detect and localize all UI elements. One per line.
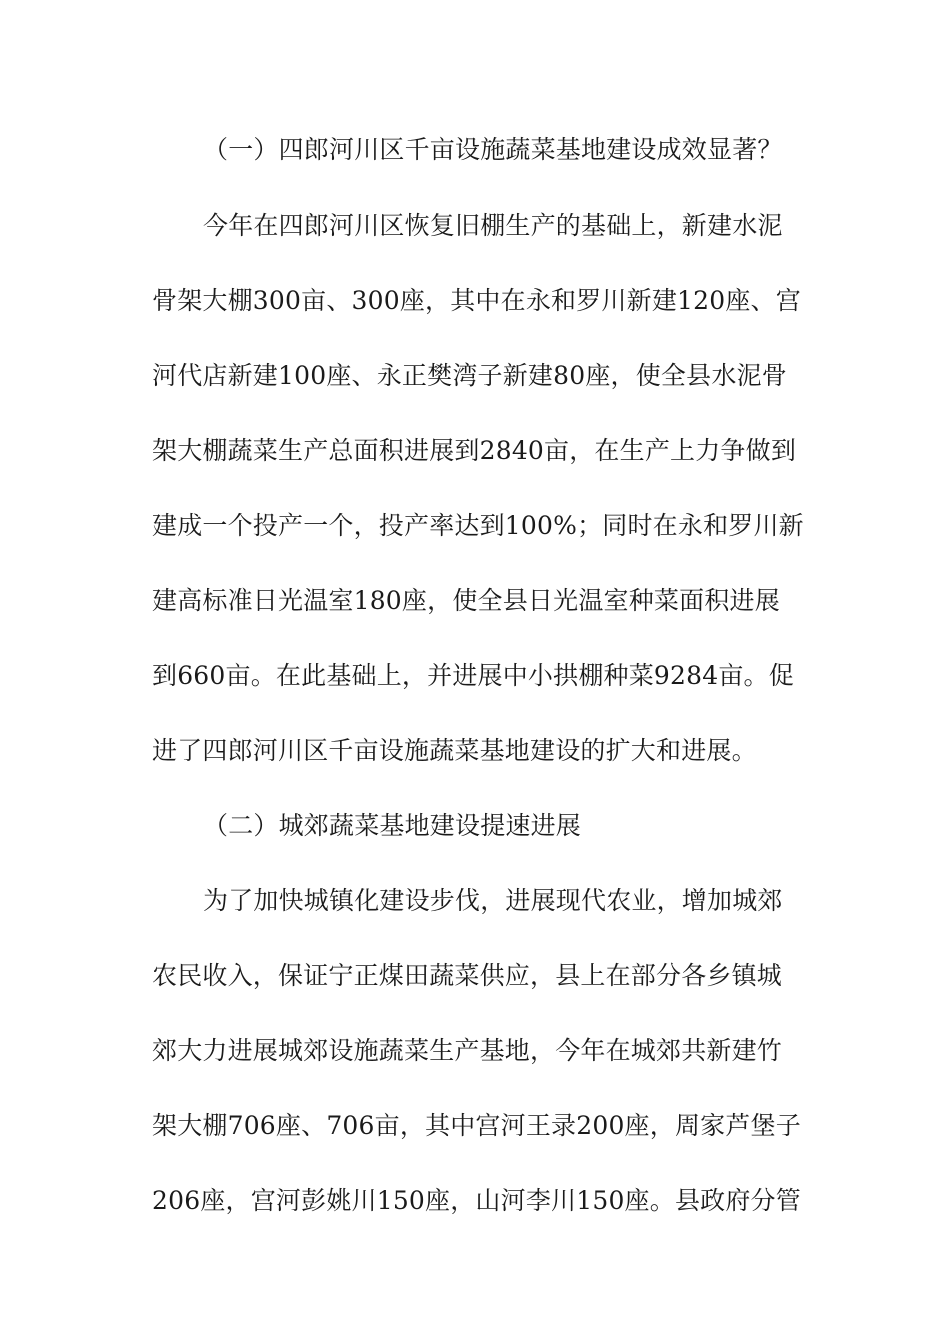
paragraph-line: 206座，宫河彭姚川150座，山河李川150座。县政府分管 [152, 1186, 801, 1215]
section-heading-2: （二）城郊蔬菜基地建设提速进展 [203, 811, 582, 840]
paragraph-line: 农民收入，保证宁正煤田蔬菜供应，县上在部分各乡镇城 [152, 961, 783, 990]
paragraph-line: 建高标准日光温室180座，使全县日光温室种菜面积进展 [152, 586, 780, 615]
paragraph-line: 今年在四郎河川区恢复旧棚生产的基础上，新建水泥 [203, 211, 783, 240]
paragraph-line: 河代店新建100座、永正樊湾子新建80座，使全县水泥骨 [152, 361, 787, 390]
paragraph-line: 进了四郎河川区千亩设施蔬菜基地建设的扩大和进展。 [152, 736, 757, 765]
paragraph-line: 郊大力进展城郊设施蔬菜生产基地，今年在城郊共新建竹 [152, 1036, 783, 1065]
section-heading-1: （一）四郎河川区千亩设施蔬菜基地建设成效显著？ [203, 135, 783, 164]
paragraph-line: 架大棚706座、706亩，其中宫河王录200座，周家芦堡子 [152, 1111, 801, 1140]
paragraph-line: 架大棚蔬菜生产总面积进展到2840亩，在生产上力争做到 [152, 436, 797, 465]
paragraph-line: 到660亩。在此基础上，并进展中小拱棚种菜9284亩。促 [152, 661, 794, 690]
paragraph-line: 骨架大棚300亩、300座，其中在永和罗川新建120座、宫 [152, 286, 801, 315]
paragraph-line: 建成一个投产一个，投产率达到100%；同时在永和罗川新 [152, 511, 804, 540]
paragraph-line: 为了加快城镇化建设步伐，进展现代农业，增加城郊 [203, 886, 783, 915]
